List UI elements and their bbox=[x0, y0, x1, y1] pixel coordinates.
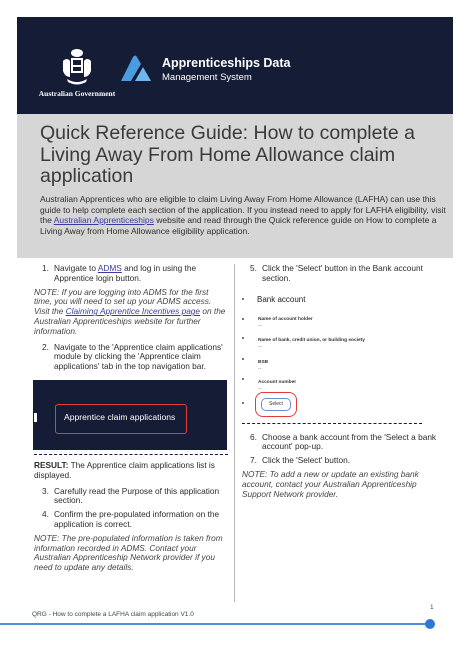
page-number: 1 bbox=[430, 604, 434, 611]
footer-text: QRG - How to complete a LAFHA claim application V1.0 bbox=[32, 611, 194, 618]
step-4: 4. Confirm the pre-populated information on the application is correct. bbox=[42, 509, 220, 529]
system-title: Apprenticeships Data bbox=[162, 56, 291, 70]
intro-paragraph: Australian Apprentices who are eligible to claim Living Away From Home Allowance (LAFHA) can use this guide to help complete each section of the application. If you instead need to apply for LAFHA eligibility, visit the Australian Apprenticeships website and read through the Quick reference guide on How to complete a Living Away from Home Allowance eligibility application. bbox=[40, 194, 446, 236]
note-prepopulated: NOTE: The pre-populated information is taken from information recorded in ADMS. Contact your Australian Apprenticeship Network provider if you need to update any details. bbox=[34, 532, 223, 573]
coat-of-arms-icon bbox=[59, 47, 95, 87]
step-2: 2. Navigate to the 'Apprentice claim applications' module by clicking the 'Apprentice claim applications' tab in the top navigation bar. bbox=[42, 341, 223, 372]
page-title: Quick Reference Guide: How to complete a Living Away From Home Allowance claim application bbox=[40, 122, 416, 187]
step-1: 1. Navigate to ADMS and log in using the Apprentice login button. bbox=[42, 263, 197, 283]
claiming-incentives-link[interactable]: Claiming Apprentice Incentives page bbox=[65, 306, 201, 317]
left-column bbox=[34, 264, 228, 579]
note-bank-account: NOTE: To add a new or update an existing bank account, contact your Australian Apprenticeship Support Network provider. bbox=[242, 468, 419, 499]
step-6: 6. Choose a bank account from the 'Select a bank account' pop-up. bbox=[250, 431, 437, 452]
step-3: 3. Carefully read the Purpose of this application section. bbox=[42, 485, 220, 506]
australian-apprenticeships-link[interactable]: Australian Apprenticeships bbox=[53, 215, 154, 225]
cut-line bbox=[34, 454, 228, 455]
result-text: RESULT: The Apprentice claim applications list is displayed. bbox=[34, 459, 215, 480]
bank-name-value: -- bbox=[258, 343, 262, 350]
step-7: 7. Click the 'Select' button. bbox=[250, 455, 351, 466]
bank-name-label: Name of bank, credit union, or building society bbox=[258, 337, 365, 343]
adms-link[interactable]: ADMS bbox=[97, 263, 122, 273]
column-divider bbox=[234, 264, 235, 602]
note-first-login: NOTE: If you are logging into ADMS for the first time, you will need to set up your ADMS access. Visit the Claiming Apprentice Incentives page on the Australian Apprenticeships website for further information. bbox=[34, 286, 226, 336]
footer-line bbox=[0, 623, 428, 625]
account-number-label: Account number bbox=[258, 379, 297, 385]
nav-marker bbox=[34, 413, 37, 422]
system-subtitle: Management System bbox=[162, 72, 252, 83]
bsb-value: -- bbox=[258, 365, 262, 372]
select-bank-button[interactable]: Select bbox=[261, 398, 291, 411]
footer-dot bbox=[425, 619, 435, 629]
bank-account-screenshot bbox=[242, 292, 441, 429]
government-label: Australian Government bbox=[38, 89, 116, 98]
adms-logo-icon bbox=[119, 53, 153, 83]
australian-government-logo bbox=[27, 47, 127, 101]
bsb-label: BSB bbox=[258, 359, 269, 365]
right-column bbox=[242, 264, 441, 505]
cut-line bbox=[242, 423, 422, 424]
account-holder-value: -- bbox=[258, 322, 262, 329]
bank-account-title: Bank account bbox=[257, 294, 306, 304]
title-block bbox=[17, 114, 453, 258]
step-5: 5. Click the 'Select' button in the Bank account section. bbox=[250, 263, 423, 283]
account-number-value: -- bbox=[258, 385, 262, 392]
navigation-screenshot bbox=[33, 380, 227, 450]
header-banner bbox=[17, 17, 453, 114]
apprentice-claim-applications-tab[interactable]: Apprentice claim applications bbox=[64, 411, 176, 422]
account-holder-label: Name of account holder bbox=[258, 316, 313, 322]
